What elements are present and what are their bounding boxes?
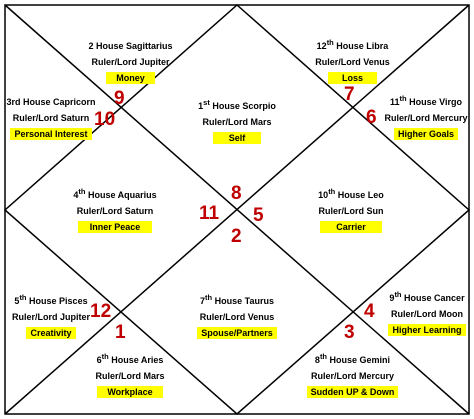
house-11-title: 11th House Virgo [390, 94, 462, 107]
house-1 [178, 97, 296, 144]
house-10-ruler: Ruler/Lord Sun [318, 206, 384, 216]
house-4-ruler: Ruler/Lord Saturn [76, 206, 154, 216]
house-2 [68, 37, 193, 84]
sign-number-house-1: 8 [231, 183, 242, 204]
house-8-ruler: Ruler/Lord Mercury [310, 371, 395, 381]
house-2-area: Money [106, 72, 155, 84]
sign-number-house-4: 11 [199, 203, 220, 224]
house-4-area: Inner Peace [78, 221, 153, 233]
house-1-title: 1st House Scorpio [198, 98, 276, 111]
house-7-title: 7th House Taurus [200, 293, 274, 306]
house-6 [70, 351, 190, 398]
house-5-title: 5th House Pisces [14, 293, 88, 306]
house-6-ruler: Ruler/Lord Mars [95, 371, 165, 381]
sign-number-house-8: 3 [344, 322, 355, 343]
house-7 [178, 292, 296, 339]
house-8 [290, 351, 415, 398]
house-12-area: Loss [328, 72, 377, 84]
house-6-title: 6th House Aries [96, 352, 164, 365]
house-9-ruler: Ruler/Lord Moon [391, 309, 463, 319]
house-3 [2, 96, 100, 140]
house-9-title: 9th House Cancer [389, 290, 465, 303]
house-6-area: Workplace [97, 386, 162, 398]
sign-number-house-6: 1 [115, 322, 126, 343]
house-10-area: Carrier [320, 221, 382, 233]
house-7-ruler: Ruler/Lord Venus [199, 312, 275, 322]
house-5-area: Creativity [26, 327, 75, 339]
house-9-area: Higher Learning [388, 324, 465, 336]
house-3-title: 3rd House Capricorn [6, 97, 96, 107]
house-5-ruler: Ruler/Lord Jupiter [11, 312, 90, 322]
house-3-ruler: Ruler/Lord Saturn [12, 113, 90, 123]
sign-number-house-9: 4 [364, 301, 375, 322]
house-12 [290, 37, 415, 84]
house-11 [380, 93, 472, 140]
sign-number-house-5: 12 [90, 301, 112, 322]
house-2-ruler: Ruler/Lord Jupiter [91, 57, 170, 67]
house-11-area: Higher Goals [394, 128, 458, 140]
sign-number-house-7: 2 [231, 226, 242, 247]
house-2-title: 2 House Sagittarius [88, 41, 173, 51]
house-12-title: 12th House Libra [316, 38, 389, 51]
house-5 [8, 292, 94, 339]
house-1-ruler: Ruler/Lord Mars [202, 117, 272, 127]
sign-number-house-3: 10 [94, 109, 116, 130]
sign-number-house-11: 6 [366, 107, 377, 128]
house-7-area: Spouse/Partners [197, 327, 277, 339]
house-8-title: 8th House Gemini [314, 352, 391, 365]
house-4-title: 4th House Aquarius [73, 187, 157, 200]
sign-number-house-2: 9 [114, 88, 125, 109]
house-9 [382, 289, 472, 336]
house-10-title: 10th House Leo [318, 187, 384, 200]
house-8-area: Sudden UP & Down [307, 386, 399, 398]
house-1-area: Self [213, 132, 262, 144]
house-4 [60, 186, 170, 233]
house-3-area: Personal Interest [10, 128, 91, 140]
house-11-ruler: Ruler/Lord Mercury [384, 113, 468, 123]
sign-number-house-10: 5 [253, 205, 264, 226]
house-10 [296, 186, 406, 233]
sign-number-house-12: 7 [344, 84, 355, 105]
house-12-ruler: Ruler/Lord Venus [315, 57, 390, 67]
